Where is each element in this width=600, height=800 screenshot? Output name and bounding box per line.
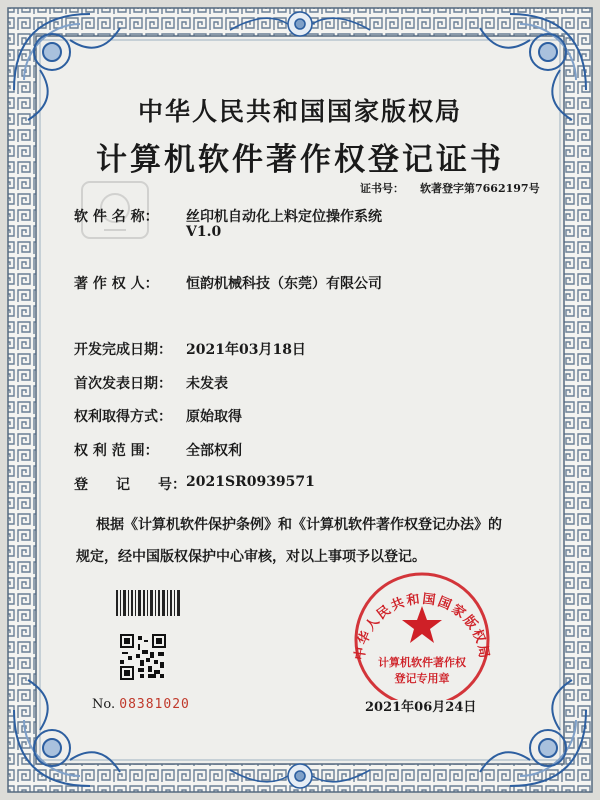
copyright-owner-label: 著 作 权 人： [74, 276, 159, 292]
software-version-value: V1.0 [186, 224, 222, 240]
development-date-label: 开发完成日期： [74, 342, 172, 358]
seal-text-line-2: 登记专用章 [394, 672, 450, 685]
rights-scope-value: 全部权利 [186, 443, 242, 459]
certificate-number [360, 180, 540, 196]
qr-code-icon [120, 634, 166, 680]
acquisition-method-label: 权利取得方式： [74, 409, 172, 425]
software-name-value: 丝印机自动化上料定位操作系统 [186, 209, 382, 225]
certificate-number-value: 软著登字第7662197号 [420, 182, 540, 195]
serial-number-prefix: No. [92, 697, 116, 712]
first-publication-value: 未发表 [186, 376, 228, 392]
first-publication-label: 首次发表日期： [74, 376, 172, 392]
certificate-title: 计算机软件著作权登记证书 [96, 142, 504, 178]
issuing-authority: 中华人民共和国国家版权局 [137, 97, 462, 126]
legal-basis-line-1: 根据《计算机软件保护条例》和《计算机软件著作权登记办法》的 [96, 517, 502, 533]
legal-basis-line-2: 规定，经中国版权保护中心审核，对以上事项予以登记。 [76, 549, 426, 565]
registration-number-label: 登 记 号： [74, 477, 186, 493]
rights-scope-label: 权 利 范 围： [74, 443, 159, 459]
seal-text-line-1: 计算机软件著作权 [378, 656, 466, 669]
barcode-icon [116, 590, 180, 616]
acquisition-method-value: 原始取得 [186, 409, 242, 425]
serial-number [92, 697, 190, 712]
certificate-number-label: 证书号： [360, 182, 404, 195]
software-name-label: 软 件 名 称： [74, 209, 159, 225]
serial-number-value: 08381020 [119, 697, 190, 712]
copyright-owner-value: 恒韵机械科技（东莞）有限公司 [186, 276, 382, 292]
seal-ring-text: 中华人民共和国国家版权局 [352, 591, 492, 662]
development-date-value: 2021年03月18日 [186, 342, 306, 358]
issue-date: 2021年06月24日 [365, 700, 477, 715]
registration-number-value: 2021SR0939571 [186, 474, 315, 490]
